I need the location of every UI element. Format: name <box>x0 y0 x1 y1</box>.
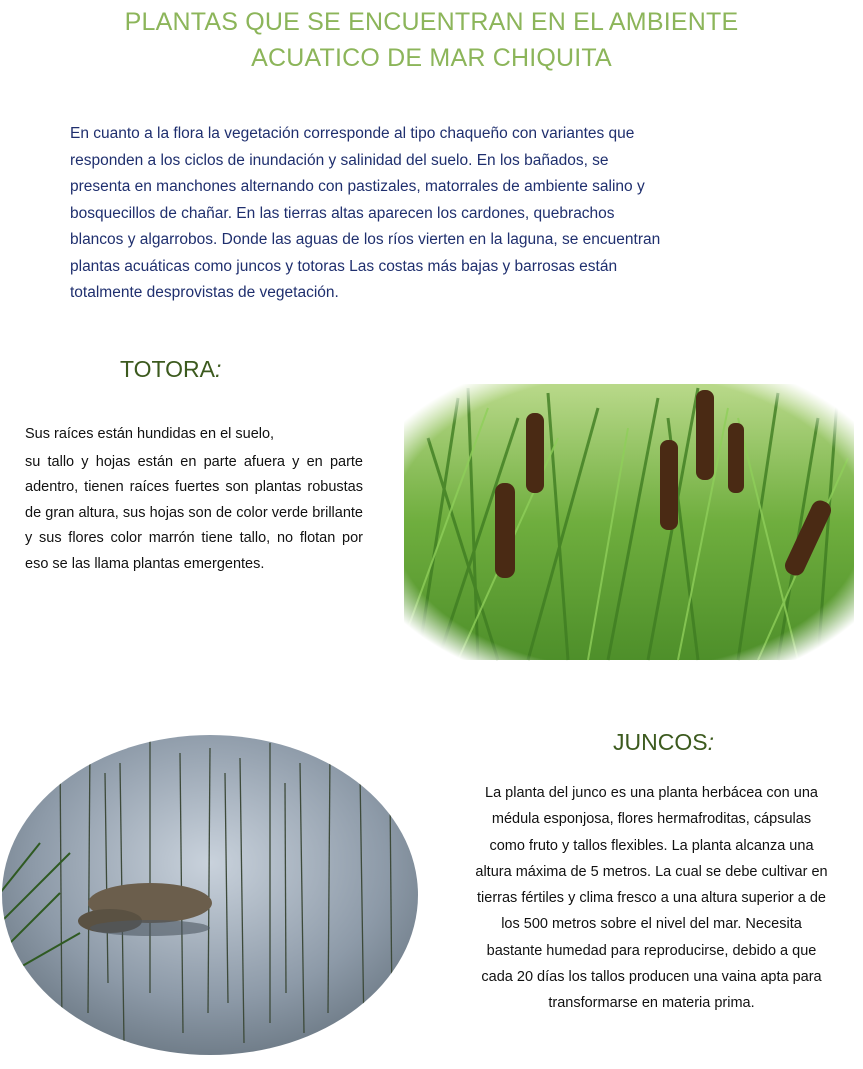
totora-description <box>25 422 363 577</box>
totora-body: su tallo y hojas están en parte afuera y en parte adentro, tienen raíces fuertes son plantas robustas de gran altura, sus hojas son de color verde brillante y sus flores color marrón tiene tallo, no flotan por eso se las llama plantas emergentes. <box>25 453 363 572</box>
juncos-line: los 500 metros sobre el nivel del mar. Necesita <box>501 916 802 933</box>
juncos-line: médula esponjosa, flores hermafroditas, cápsulas <box>491 811 812 828</box>
juncos-line: La planta del junco es una planta herbácea con una <box>485 785 818 801</box>
totora-heading-text: TOTORA <box>120 356 215 382</box>
intro-paragraph <box>70 121 790 307</box>
juncos-line: como fruto y tallos flexibles. La planta alcanza una <box>489 837 814 854</box>
juncos-line: cada 20 días los tallos producen una vaina apta para <box>481 969 822 986</box>
juncos-description <box>440 780 863 1017</box>
juncos-photo <box>0 733 420 1058</box>
juncos-heading-colon: : <box>707 729 714 755</box>
juncos-heading-text: JUNCOS <box>613 729 708 755</box>
title-line-2: ACUATICO DE MAR CHIQUITA <box>251 44 612 72</box>
intro-line: plantas acuáticas como juncos y totoras Las costas más bajas y barrosas están <box>70 257 618 275</box>
intro-line: presenta en manchones alternando con pastizales, matorrales de ambiente salino y <box>70 178 645 195</box>
page-title <box>0 4 863 76</box>
intro-line: En cuanto a la flora la vegetación corresponde al tipo chaqueño con variantes que <box>70 125 635 142</box>
intro-line: totalmente desprovistas de vegetación. <box>70 284 339 301</box>
totora-heading <box>120 356 221 383</box>
totora-heading-colon: : <box>215 356 222 382</box>
juncos-heading <box>613 729 714 756</box>
totora-first-line: Sus raíces están hundidas en el suelo, <box>25 426 275 442</box>
juncos-line: bastante humedad para reproducirse, debido a que <box>486 942 817 959</box>
juncos-line: altura máxima de 5 metros. La cual se debe cultivar en <box>475 863 828 880</box>
juncos-line: tierras fértiles y clima fresco a una altura superior a de <box>477 890 826 907</box>
totora-photo <box>398 378 860 666</box>
juncos-line: transformarse en materia prima. <box>548 995 755 1012</box>
title-line-1: PLANTAS QUE SE ENCUENTRAN EN EL AMBIENTE <box>124 8 739 36</box>
intro-line: responden a los ciclos de inundación y salinidad del suelo. En los bañados, se <box>70 151 609 169</box>
intro-line: bosquecillos de chañar. En las tierras altas aparecen los cardones, quebrachos <box>70 204 615 222</box>
intro-line: blancos y algarrobos. Donde las aguas de los ríos vierten en la laguna, se encuentran <box>70 231 661 248</box>
